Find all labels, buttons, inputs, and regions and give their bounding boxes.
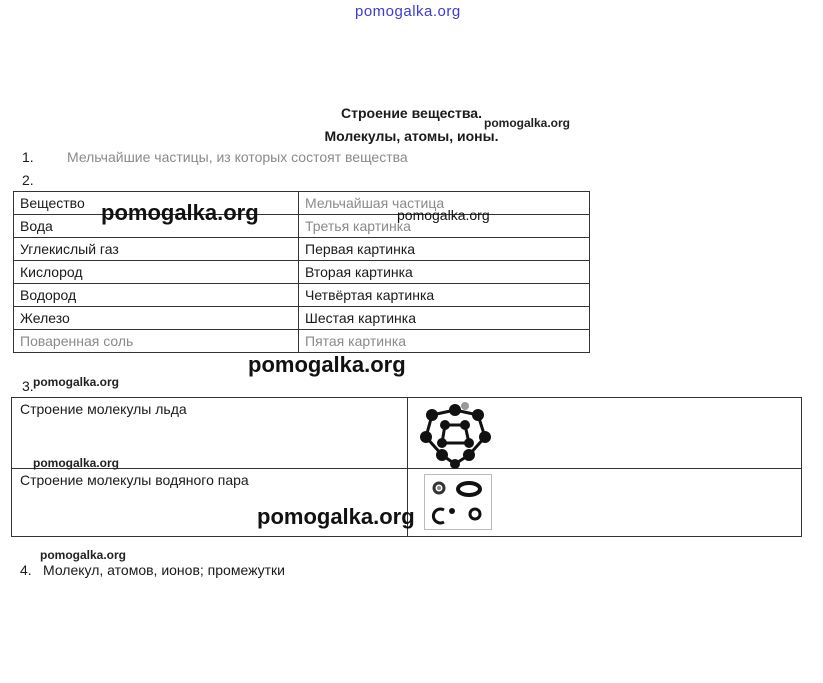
site-header-link[interactable]: pomogalka.org bbox=[355, 3, 461, 20]
ice-molecule-structure-icon bbox=[412, 401, 498, 469]
table-cell: Железо bbox=[14, 307, 299, 330]
question-1-number: 1. bbox=[22, 149, 34, 165]
table-cell: Вторая картинка bbox=[299, 261, 590, 284]
substance-particle-table bbox=[13, 191, 590, 353]
watermark: pomogalka.org bbox=[248, 352, 406, 377]
watermark: pomogalka.org bbox=[397, 207, 490, 223]
water-vapor-molecules-icon bbox=[424, 474, 492, 530]
watermark: pomogalka.org bbox=[33, 375, 120, 389]
table-cell: Шестая картинка bbox=[299, 307, 590, 330]
table-row bbox=[14, 238, 590, 261]
table-cell: Углекислый газ bbox=[14, 238, 299, 261]
table-row bbox=[14, 330, 590, 353]
table-row bbox=[14, 307, 590, 330]
question-1-answer: Мельчайшие частицы, из которых состоят вещества bbox=[67, 149, 408, 165]
question-4-number: 4. bbox=[20, 562, 32, 578]
table-cell: Вода bbox=[14, 215, 299, 238]
watermark: pomogalka.org bbox=[484, 116, 571, 130]
table-header-row bbox=[14, 192, 590, 215]
watermark: pomogalka.org bbox=[40, 548, 127, 562]
question-4-answer: Молекул, атомов, ионов; промежутки bbox=[43, 562, 285, 578]
page-subtitle: Молекулы, атомы, ионы. bbox=[324, 128, 499, 144]
table-header-cell: Вещество bbox=[14, 192, 299, 215]
table-row bbox=[14, 215, 590, 238]
question-2-number: 2. bbox=[22, 172, 34, 188]
table-cell: Поваренная соль bbox=[14, 330, 299, 353]
question-3-number: 3. bbox=[22, 378, 34, 394]
watermark: pomogalka.org bbox=[101, 200, 259, 225]
table-cell: Строение молекулы льда bbox=[12, 398, 408, 469]
table-row bbox=[14, 261, 590, 284]
table-cell: Первая картинка bbox=[299, 238, 590, 261]
table-header-cell: Мельчайшая частица bbox=[299, 192, 590, 215]
table-cell: Строение молекулы водяного пара bbox=[12, 469, 408, 537]
table-cell: Четвёртая картинка bbox=[299, 284, 590, 307]
table-row bbox=[12, 398, 802, 469]
table-cell: Пятая картинка bbox=[299, 330, 590, 353]
page-title: Строение вещества. bbox=[341, 105, 482, 121]
watermark: pomogalka.org bbox=[33, 456, 120, 470]
table-cell: Кислород bbox=[14, 261, 299, 284]
table-cell: Третья картинка bbox=[299, 215, 590, 238]
watermark: pomogalka.org bbox=[257, 504, 415, 529]
table-cell: Водород bbox=[14, 284, 299, 307]
table-row bbox=[14, 284, 590, 307]
